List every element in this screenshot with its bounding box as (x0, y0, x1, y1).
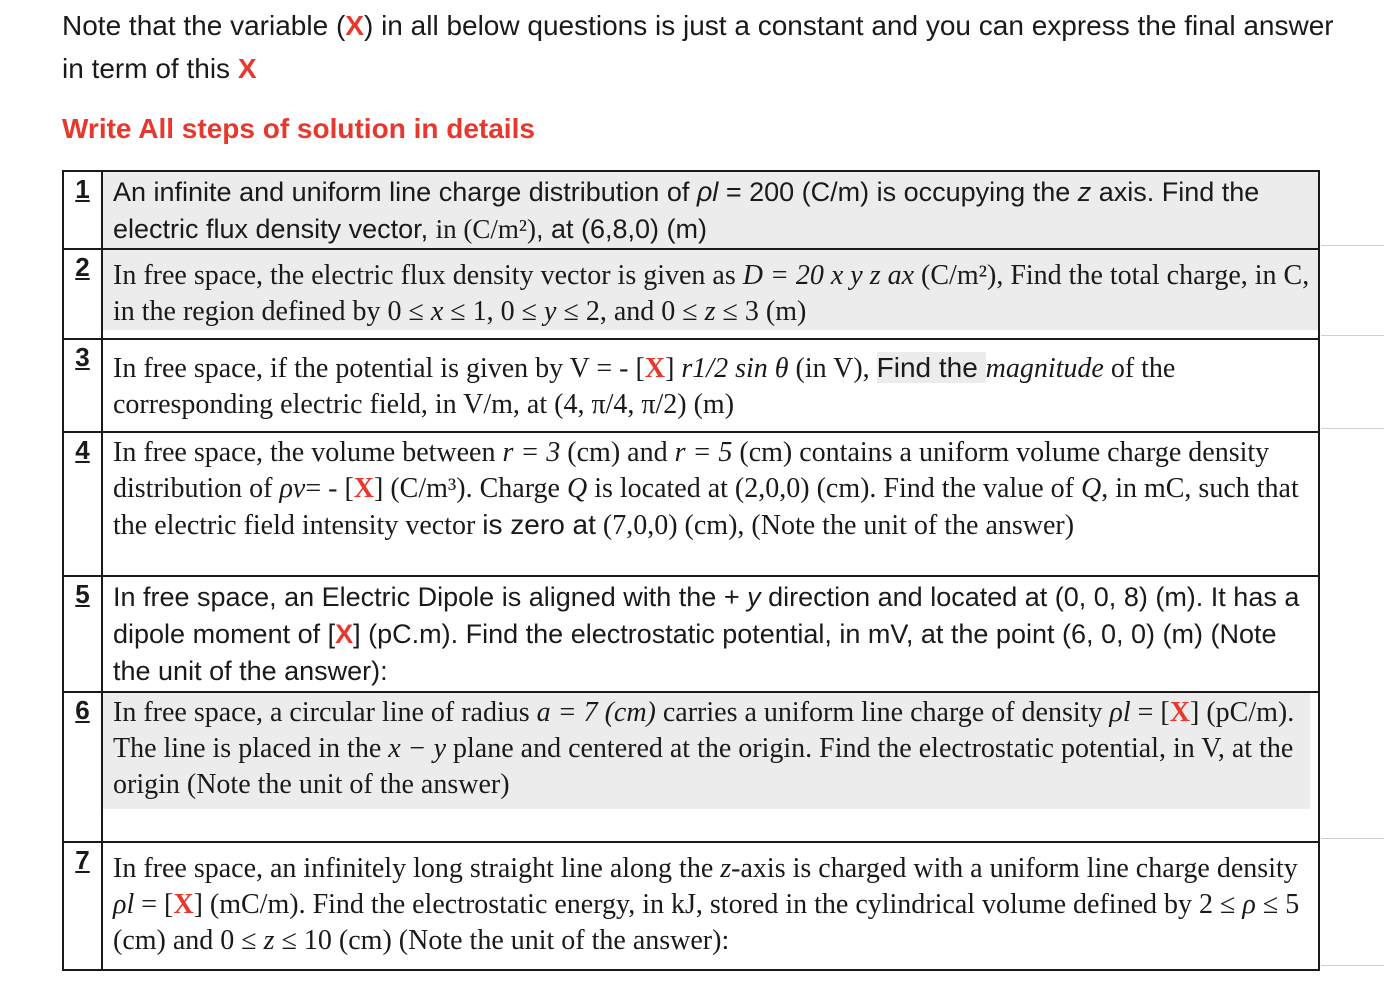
question-number: 4 (63, 432, 102, 576)
divider (1321, 245, 1384, 246)
question-number: 5 (63, 576, 102, 692)
question-text: An infinite and uniform line charge distribution of ρl = 200 (C/m) is occupying the z axis. Find the electric flux density vector, in (C/m²), at (6,8,0) (m) (103, 172, 1318, 248)
question-text: In free space, the electric flux density vector is given as D = 20 x y z ax (C/m²), Find the total charge, in C, in the region defined by 0 ≤ x ≤ 1, 0 ≤ y ≤ 2, and 0 ≤ z ≤ 3 (m) (103, 250, 1318, 330)
divider (1321, 965, 1384, 966)
question-row (63, 339, 1319, 432)
divider (1321, 428, 1384, 429)
question-row (63, 842, 1319, 970)
question-row (63, 171, 1319, 249)
note-end-variable: X (237, 53, 257, 84)
question-text: In free space, a circular line of radius a = 7 (cm) carries a uniform line charge of density ρl = [X] (pC/m). The line is placed in the x − y plane and centered at the origin. Find the electrostatic potential, in V, at the origin (Note the unit of the answer) (103, 693, 1310, 809)
question-number: 3 (63, 339, 102, 432)
question-text: In free space, if the potential is given by V = - [X] r1/2 sin θ (in V), Find the magnitude of the corresponding electric field, in V/m, at (4, π/4, π/2) (m) (113, 352, 1176, 420)
question-number: 6 (63, 692, 102, 842)
question-row (63, 576, 1319, 692)
divider (1321, 335, 1384, 336)
note-variable: X (345, 10, 364, 41)
question-row (63, 432, 1319, 576)
question-number: 2 (63, 249, 102, 339)
question-row (63, 249, 1319, 339)
question-text: In free space, an infinitely long straight line along the z-axis is charged with a uniform line charge density ρl = [X] (mC/m). Find the electrostatic energy, in kJ, stored in the cylindrical volume defined by 2 ≤ ρ ≤ 5 (cm) and 0 ≤ z ≤ 10 (cm) (Note the unit of the answer): (113, 853, 1300, 956)
intro-note: Note that the variable (X) in all below questions is just a constant and you can express the final answer in term of this X (62, 10, 1334, 84)
question-text: In free space, the volume between r = 3 (cm) and r = 5 (cm) contains a uniform volume charge density distribution of ρv= - [X] (C/m³). Charge Q is located at (2,0,0) (cm). Find the value of Q, in mC, such that the electric field intensity vector is zero at (7,0,0) (cm), (Note the unit of the answer) (113, 437, 1299, 541)
questions-table (62, 170, 1320, 971)
question-number: 1 (63, 171, 102, 249)
question-number: 7 (63, 842, 102, 970)
question-row (63, 692, 1319, 842)
question-text: In free space, an Electric Dipole is aligned with the + y direction and located at (0, 0, 8) (m). It has a dipole moment of [X] (pC.m). Find the electrostatic potential, in mV, at the point (6, 0, 0) (m) (Note the unit of the answer): (113, 582, 1300, 686)
divider (1321, 838, 1384, 839)
instructions-heading: Write All steps of solution in details (62, 113, 535, 144)
